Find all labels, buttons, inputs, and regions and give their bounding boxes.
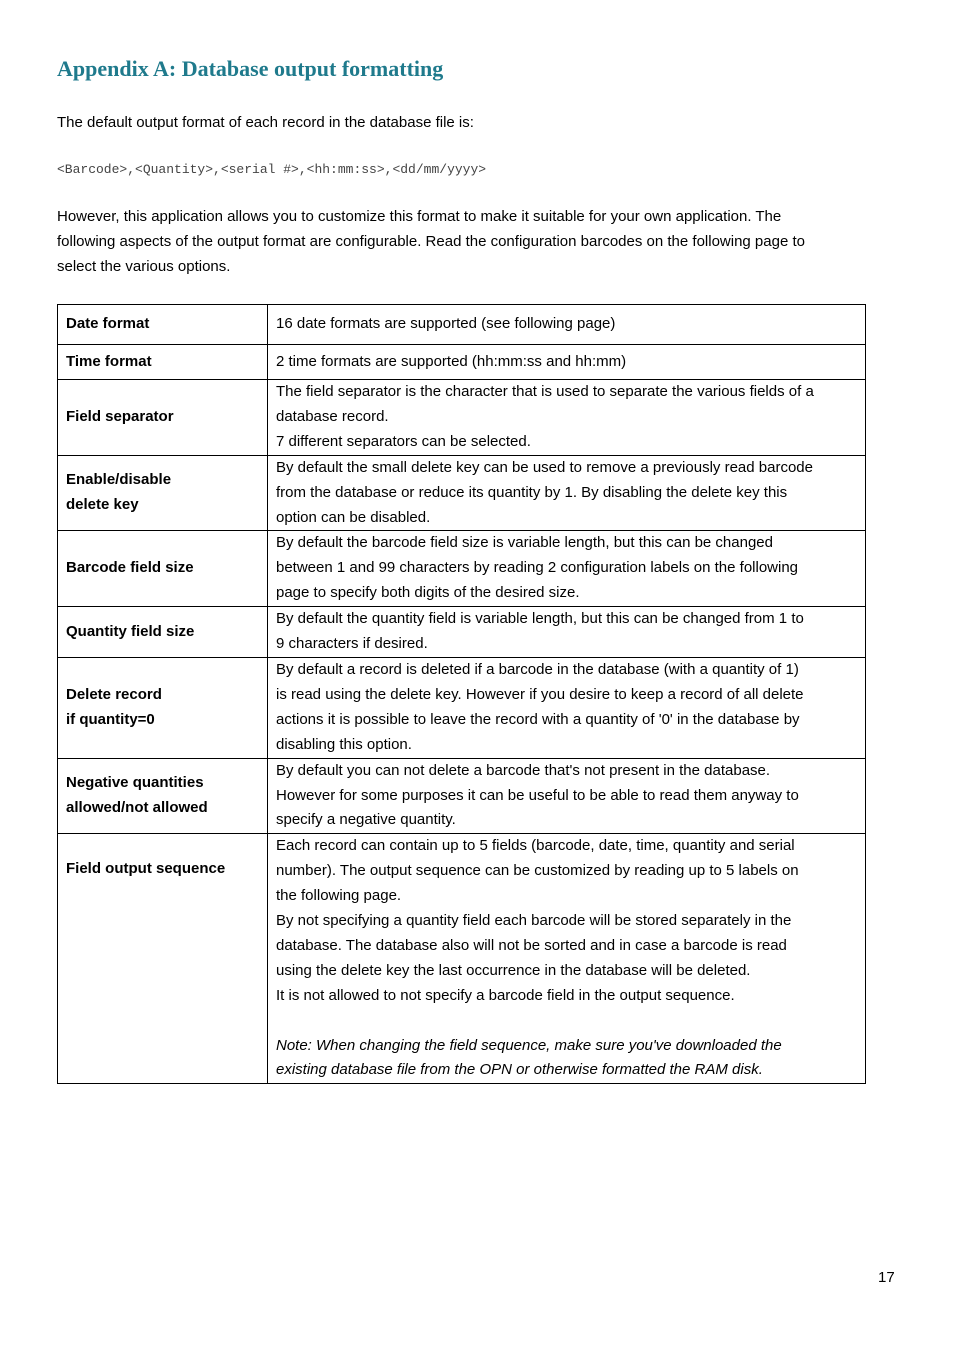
aspect-label: Time format xyxy=(58,345,268,380)
paragraph-line: select the various options. xyxy=(57,258,231,275)
default-format-string: <Barcode>,<Quantity>,<serial #>,<hh:mm:ss>,<dd/mm/yyyy> xyxy=(57,162,487,177)
aspect-label: Quantity field size xyxy=(58,607,268,658)
table-row xyxy=(58,834,866,1084)
aspect-label: Field separator xyxy=(58,380,268,456)
paragraph-line: However, this application allows you to customize this format to make it suitable for your own application. The xyxy=(57,208,782,225)
page-number: 17 xyxy=(878,1269,895,1286)
table-row xyxy=(58,305,866,345)
aspect-description: 16 date formats are supported (see following page) xyxy=(268,305,866,345)
table-row xyxy=(58,607,866,658)
table-row xyxy=(58,758,866,834)
paragraph-line: following aspects of the output format are configurable. Read the configuration barcodes on the following page to xyxy=(57,233,805,250)
field-sequence-note: existing database file from the OPN or otherwise formatted the RAM disk. xyxy=(276,1061,763,1079)
table-row xyxy=(58,531,866,607)
table-row xyxy=(58,345,866,380)
aspect-label: Delete record if quantity=0 xyxy=(58,657,268,758)
aspect-description: Each record can contain up to 5 fields (barcode, date, time, quantity and serial number). The output sequence can be customized by reading up to 5 labels on the following page. By not specifying a quantity field each barcode will be stored separately in the database. The database also will not be sorted and in case a barcode is read using the delete key the last occurrence in the database will be deleted. It is not allowed to not specify a barcode field in the output sequence. Note: When changing the field sequence, make sure you've downloaded the existing database file from the OPN or otherwise formatted the RAM disk. xyxy=(268,834,866,1084)
aspect-label: Date format xyxy=(58,305,268,345)
field-sequence-note: Note: When changing the field sequence, make sure you've downloaded the xyxy=(276,1036,782,1054)
aspect-description: 2 time formats are supported (hh:mm:ss and hh:mm) xyxy=(268,345,866,380)
intro-text: The default output format of each record in the database file is: xyxy=(57,114,474,131)
aspect-description: By default the small delete key can be used to remove a previously read barcode from the database or reduce its quantity by 1. By disabling the delete key this option can be disabled. xyxy=(268,455,866,531)
aspect-label: Barcode field size xyxy=(58,531,268,607)
table-row xyxy=(58,657,866,758)
aspect-description: By default a record is deleted if a barcode in the database (with a quantity of 1) is read using the delete key. However if you desire to keep a record of all delete actions it is possible to leave the record with a quantity of '0' in the database by disabling this option. xyxy=(268,657,866,758)
appendix-heading: Appendix A: Database output formatting xyxy=(57,56,444,81)
table-row xyxy=(58,455,866,531)
configurable-aspects-table xyxy=(57,304,866,1084)
aspect-label: Negative quantities allowed/not allowed xyxy=(58,758,268,834)
aspect-description: By default you can not delete a barcode that's not present in the database. However for some purposes it can be useful to be able to read them anyway to specify a negative quantity. xyxy=(268,758,866,834)
aspect-label: Field output sequence xyxy=(58,834,268,1084)
aspect-label: Enable/disable delete key xyxy=(58,455,268,531)
aspect-description: The field separator is the character that is used to separate the various fields of a database record. 7 different separators can be selected. xyxy=(268,380,866,456)
description-paragraph xyxy=(57,204,887,279)
aspect-description: By default the barcode field size is variable length, but this can be changed between 1 and 99 characters by reading 2 configuration labels on the following page to specify both digits of the desired size. xyxy=(268,531,866,607)
aspect-description: By default the quantity field is variable length, but this can be changed from 1 to 9 characters if desired. xyxy=(268,607,866,658)
table-row xyxy=(58,380,866,456)
